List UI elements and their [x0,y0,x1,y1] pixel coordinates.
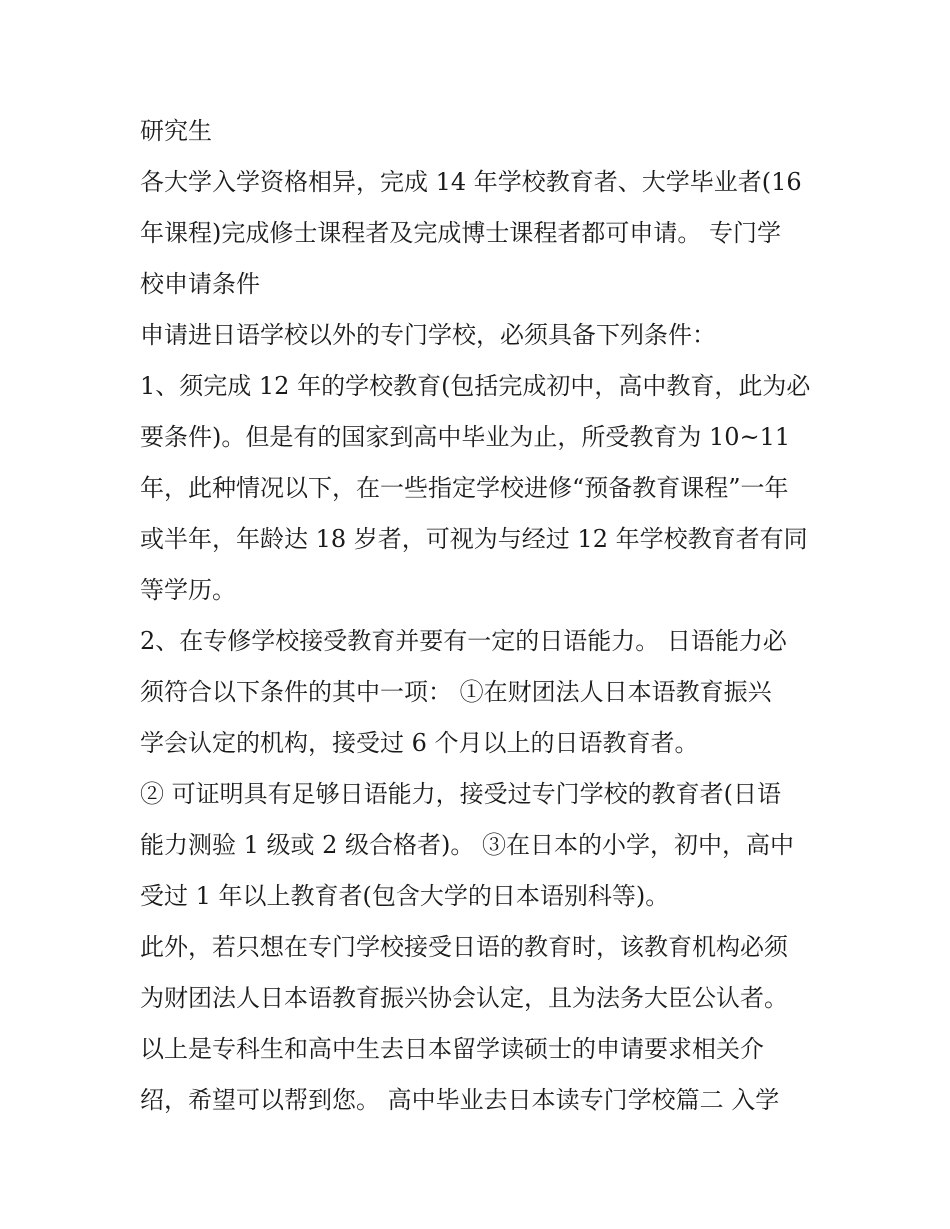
text-line: 研究生 [140,117,212,145]
text-line: 校申请条件 [140,270,260,298]
text-line: 此外，若只想在专门学校接受日语的教育时，该教育机构必须 [140,933,788,961]
text-line: 2、在专修学校接受教育并要有一定的日语能力。 日语能力必 [140,627,787,655]
text-line: 1、须完成 12 年的学校教育(包括完成初中，高中教育，此为必 [140,372,811,400]
text-line: 须符合以下条件的其中一项： ①在财团法人日本语教育振兴 [140,678,772,706]
text-line: 年课程)完成修士课程者及完成博士课程者都可申请。 专门学 [140,219,781,247]
text-line: 受过 1 年以上教育者(包含大学的日本语别科等)。 [140,882,670,910]
document-body [140,106,820,1126]
text-line: 学会认定的机构，接受过 6 个月以上的日语教育者。 [140,729,699,757]
text-line: 年，此种情况以下，在一些指定学校进修“预备教育课程”一年 [140,474,789,502]
text-line: 要条件)。但是有的国家到高中毕业为止，所受教育为 10~11 [140,423,791,451]
text-line: 能力测验 1 级或 2 级合格者)。 ③在日本的小学，初中，高中 [140,831,795,859]
text-line: 或半年，年龄达 18 岁者，可视为与经过 12 年学校教育者有同 [140,525,808,553]
text-line: 申请进日语学校以外的专门学校，必须具备下列条件： [140,321,716,349]
text-line: 以上是专科生和高中生去日本留学读硕士的申请要求相关介 [140,1035,764,1063]
text-line: 等学历。 [140,576,236,604]
text-line: ② 可证明具有足够日语能力，接受过专门学校的教育者(日语 [140,780,781,808]
text-line: 各大学入学资格相异，完成 14 年学校教育者、大学毕业者(16 [140,168,802,196]
text-line: 绍，希望可以帮到您。 高中毕业去日本读专门学校篇二 入学 [140,1086,780,1114]
text-line: 为财团法人日本语教育振兴协会认定，且为法务大臣公认者。 [140,984,788,1012]
